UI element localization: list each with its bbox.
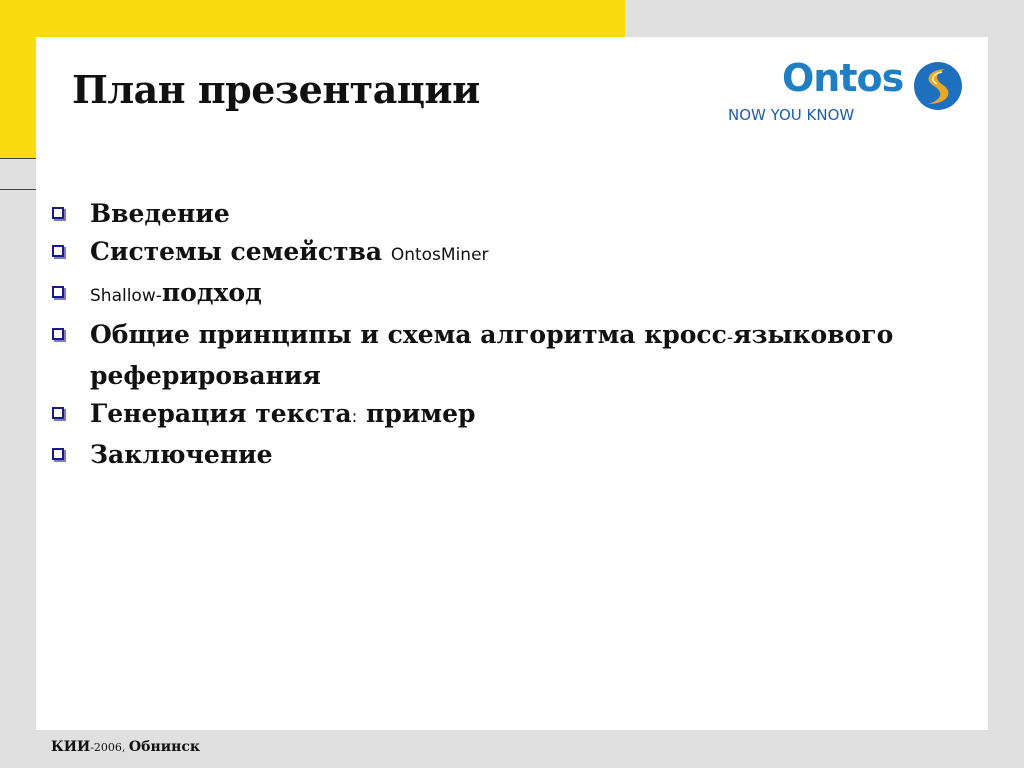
list-item [52, 316, 932, 395]
bullet-text: Общие принципы и схема алгоритма кросс [90, 319, 727, 349]
logo-tagline: NOW YOU KNOW [728, 106, 855, 124]
bullet-text-continued: пример [357, 398, 476, 428]
list-item [52, 395, 932, 437]
ontos-s-swirl-icon [912, 60, 964, 112]
list-item [52, 233, 932, 275]
ontos-logo [726, 56, 966, 126]
hollow-square-bullet-icon [52, 207, 64, 219]
bullet-text: Генерация текста [90, 398, 352, 428]
list-item [52, 436, 932, 474]
hollow-square-bullet-icon [52, 286, 64, 298]
footer-event: КИИ [51, 739, 91, 755]
hollow-square-bullet-icon [52, 407, 64, 419]
bullet-text: подход [161, 278, 262, 307]
bullet-text: Введение [90, 199, 230, 228]
decorative-rule-top [0, 158, 36, 159]
logo-wordmark: Ontos [782, 56, 904, 100]
decorative-rule-bottom [0, 189, 36, 190]
list-item [52, 195, 932, 233]
hollow-square-bullet-icon [52, 328, 64, 340]
agenda-list [52, 195, 932, 474]
slide-title: План презентации [72, 67, 480, 112]
bullet-text-small: Shallow- [90, 286, 162, 306]
slide-footer [51, 739, 200, 755]
list-item [52, 274, 932, 316]
bullet-text: Системы семейства [90, 236, 391, 266]
footer-year: -2006, [90, 741, 129, 754]
hollow-square-bullet-icon [52, 245, 64, 257]
footer-city: Обнинск [128, 739, 200, 755]
bullet-text-small: OntosMiner [390, 244, 489, 265]
bullet-text-small: - [726, 327, 733, 348]
hollow-square-bullet-icon [52, 448, 64, 460]
bullet-text-small: : [351, 406, 358, 427]
bullet-text: Заключение [90, 440, 273, 469]
bullet-text-continued: языкового реферирования [90, 319, 894, 390]
